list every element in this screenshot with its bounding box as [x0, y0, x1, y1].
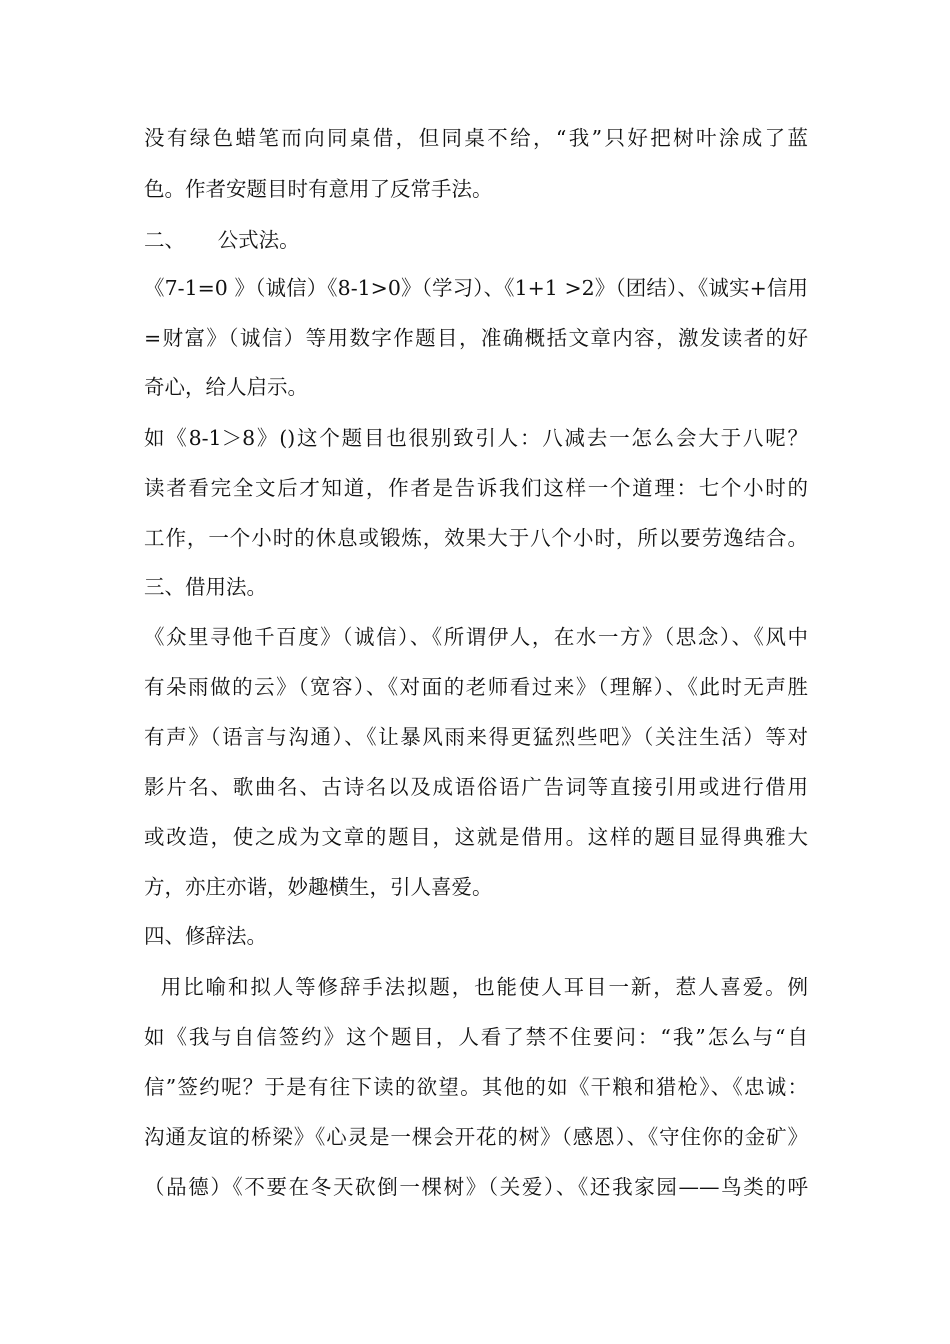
text-line: 《众里寻他千百度》（诚信）、《所谓伊人，在水一方》（思念）、《风中	[144, 625, 808, 649]
text-line: 如《8-1＞8》()这个题目也很别致引人：八减去一怎么会大于八呢？	[144, 426, 808, 450]
text-line: 有声》（语言与沟通）、《让暴风雨来得更猛烈些吧》（关注生活）等对	[144, 725, 808, 749]
text-line: 方，亦庄亦谐，妙趣横生，引人喜爱。	[144, 875, 493, 899]
text-line: 用比喻和拟人等修辞手法拟题，也能使人耳目一新，惹人喜爱。例	[144, 975, 808, 999]
text-line: 或改造，使之成为文章的题目，这就是借用。这样的题目显得典雅大	[144, 825, 808, 849]
text-line: 没有绿色蜡笔而向同桌借，但同桌不给，“我”只好把树叶涂成了蓝	[144, 126, 808, 150]
text-line: 如《我与自信签约》这个题目，人看了禁不住要问：“我”怎么与“自	[144, 1025, 808, 1049]
text-line: 沟通友谊的桥梁》《心灵是一棵会开花的树》（感恩）、《守住你的金矿》	[144, 1125, 808, 1149]
text-line: 奇心，给人启示。	[144, 375, 308, 399]
section-heading: 四、修辞法。	[144, 924, 267, 948]
section-heading: 三、借用法。	[144, 575, 267, 599]
text-line: 工作，一个小时的休息或锻炼，效果大于八个小时，所以要劳逸结合。	[144, 526, 808, 550]
text-line: 《7-1=0 》（诚信）《8-1>0》（学习）、《1+1 >2》（团结）、《诚实+信用	[144, 276, 808, 300]
text-line: （品德）《不要在冬天砍倒一棵树》（关爱）、《还我家园——鸟类的呼	[144, 1175, 808, 1199]
section-heading: 二、 公式法。	[144, 228, 300, 252]
text-line: 有朵雨做的云》（宽容）、《对面的老师看过来》（理解）、《此时无声胜	[144, 675, 808, 699]
text-line: =财富》（诚信）等用数字作题目，准确概括文章内容，激发读者的好	[144, 326, 808, 350]
text-line: 读者看完全文后才知道，作者是告诉我们这样一个道理：七个小时的	[144, 476, 808, 500]
text-line: 色。作者安题目时有意用了反常手法。	[144, 177, 493, 201]
text-line: 信”签约呢？于是有往下读的欲望。其他的如《干粮和猎枪》、《忠诚：	[144, 1075, 808, 1099]
text-line: 影片名、歌曲名、古诗名以及成语俗语广告词等直接引用或进行借用	[144, 775, 808, 799]
